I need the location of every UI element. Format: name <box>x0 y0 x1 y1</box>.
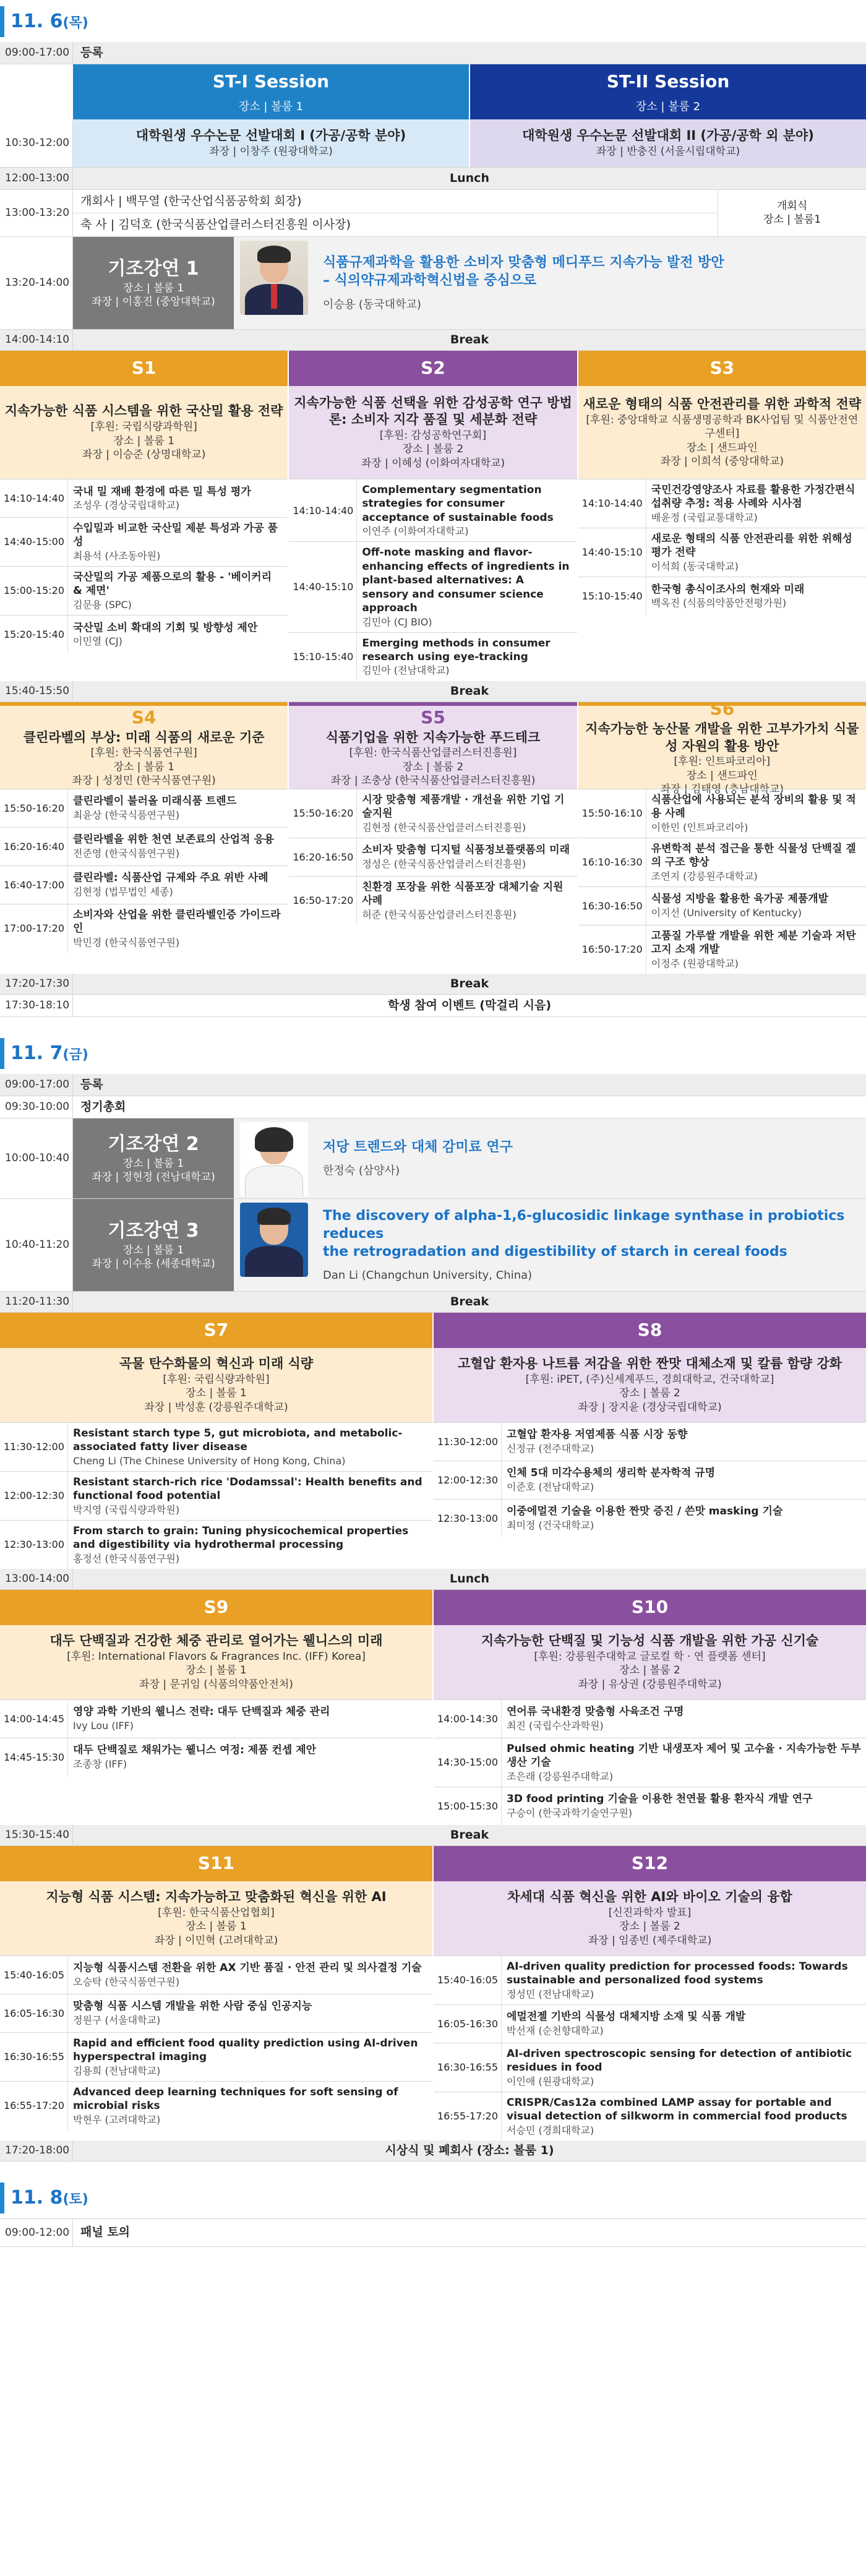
talk-row <box>0 479 288 517</box>
talk-speaker: 이인애 (원광대학교) <box>507 2075 594 2087</box>
session-s2: S2 지속가능한 식품 선택을 위한 감성공학 연구 방법론: 소비자 지각 품질 및 세분화 전략 [후원: 감성공학연구회] 장소 | 볼룸 2 좌장 | 이혜성 (이화여자대학교) 14:10-14:40 Complementary segmentation strategies for consumer acceptance of sustainable foods 이연주 (이화여자대학교) 14:40-15:10 Off-note masking and flavor-enhancing effects of ingredients in plant-based alternatives: A sensory and consumer science approach 김민아 (CJ BIO) 15:10-15:40 Emerging methods in consumer research using eye-tracking 김민아 (전남대학교) <box>289 351 578 681</box>
session-s5: S5 식품기업을 위한 지속가능한 푸드테크 [후원: 한국식품산업클러스터진흥원] 장소 | 볼룸 2 좌장 | 조충상 (한국식품산업클러스터진흥원) 15:50-16:20 시장 맞춤형 제품개발 · 개선을 위한 기업 기술지원 김현정 (한국식품산업클러스터진흥원) 16:20-16:50 소비자 맞춤형 디지털 식품정보플랫폼의 미래 정성은 (한국식품산업클러스터진흥원) 16:50-17:20 친환경 포장을 위한 식품포장 대체기술 지원 사례 허준 (한국식품산업클러스터진흥원) <box>289 702 578 974</box>
talk-title: 친환경 포장을 위한 식품포장 대체기술 지원 사례 <box>362 880 564 908</box>
talk-title: Off-note masking and flavor-enhancing effects of ingredients in plant-based alternatives: A sensory and consumer science approach <box>362 546 570 615</box>
talk-title: Complementary segmentation strategies for consumer acceptance of sustainable foods <box>362 483 554 524</box>
talk-time: 16:50-17:20 <box>578 925 646 974</box>
talk-row <box>0 1520 432 1569</box>
talk-speaker: 전준영 (한국식품연구원) <box>73 847 180 859</box>
talk-row <box>289 789 577 838</box>
talk-speaker: 조종창 (IFF) <box>73 1758 127 1770</box>
talk-title: 소비자와 산업을 위한 클린라벨인증 가이드라인 <box>73 908 281 935</box>
talk-time: 16:30-16:55 <box>434 2043 502 2092</box>
talk-title: 시장 맞춤형 제품개발 · 개선을 위한 기업 기술지원 <box>362 793 565 820</box>
talk-title: Rapid and efficient food quality prediction using AI-driven hyperspectral imaging <box>73 2037 418 2064</box>
talk-title: Advanced deep learning techniques for soft sensing of microbial risks <box>73 2085 398 2113</box>
talk-time: 14:10-14:40 <box>0 479 68 517</box>
closing-row: 17:20-18:00 시상식 및 폐회사 (장소: 볼룸 1) <box>0 2140 866 2162</box>
talk-speaker: Cheng Li (The Chinese University of Hong Kong, China) <box>73 1454 346 1467</box>
talk-time: 16:20-16:40 <box>0 828 68 865</box>
talk-time: 16:05-16:30 <box>0 1994 68 2032</box>
talk-row <box>578 479 866 528</box>
talk-time: 16:55-17:20 <box>0 2082 68 2130</box>
talk-speaker: 백옥진 (식품의약품안전평가원) <box>651 597 787 609</box>
talk-speaker: 정성은 (한국식품산업클러스터진흥원) <box>362 857 526 870</box>
talk-speaker: 이석희 (동국대학교) <box>651 560 739 572</box>
talk-row <box>434 1787 866 1825</box>
talk-speaker: 김민아 (전남대학교) <box>362 664 450 677</box>
speaker-photo <box>240 1203 308 1277</box>
talk-speaker: 구승이 (한국과학기술연구원) <box>507 1806 633 1819</box>
talk-speaker: 조연지 (강릉원주대학교) <box>651 870 758 882</box>
talk-time: 14:30-15:00 <box>434 1738 502 1787</box>
st-sessions-header <box>0 64 866 119</box>
keynote-3: 10:40-11:20 기조강연 3 장소 | 볼룸 1 좌장 | 이수용 (세종대학교) The discovery of alpha-1,6-glucosidic linkage synthase in probiotics reduces the retrogradation and digestibility of starch in cereal foods Dan Li (Changchun University, China) <box>0 1199 866 1292</box>
talk-title: 고품질 가루쌀 개발을 위한 제분 기술과 저탄고지 소재 개발 <box>651 929 856 956</box>
talk-time: 14:40-15:10 <box>289 542 357 632</box>
talk-time: 15:10-15:40 <box>578 577 646 615</box>
talk-row <box>434 2004 866 2043</box>
talk-speaker: 김현정 (법무법인 세종) <box>73 885 173 898</box>
talk-speaker: 오승탁 (한국식품연구원) <box>73 1975 180 1988</box>
talk-row <box>0 1471 432 1520</box>
sessions-s7-s8: S7 곡물 탄수화물의 혁신과 미래 식량 [후원: 국립식량과학원] 장소 | 볼룸 1 좌장 | 박성훈 (강릉원주대학교) 11:30-12:00 Resistant starch type 5, gut microbiota, and metabolic-associated fatty liver disease Cheng Li (The Chinese University of Hong Kong, China) 12:00-12:30 Resistant starch-rich rice 'Dodamssal': Health benefits and functional food potential 박지영 (국립식량과학원) 12:30-13:00 From starch to grain: Tuning physicochemical properties and digestibility via hydrothermal processing 홍정선 (한국식품연구원) S8 고혈압 환자용 나트륨 저감을 위한 짠맛 대체소재 및 칼륨 함량 강화 [후원: iPET, (주)신세계푸드, 경희대학교, 건국대학교] 장소 | 볼룸 2 좌장 | 장지윤 (경상국립대학교) 11:30-12:00 고혈압 환자용 저염제품 식품 시장 동향 신정규 (전주대학교) 12:00-12:30 인체 5대 미각수용체의 생리학 분자학적 규명 이준호 (전남대학교) 12:30-13:00 이중에멀젼 기술을 이용한 짠맛 증진 / 쓴맛 masking 기술 최미정 (건국대학교) <box>0 1313 866 1569</box>
talk-speaker: 박민경 (한국식품연구원) <box>73 936 180 948</box>
talk-row <box>0 865 288 904</box>
talk-title: 에멀전젤 기반의 식물성 대체지방 소재 및 식품 개발 <box>507 2011 746 2024</box>
day-header-1 <box>0 6 866 37</box>
talk-title: 이중에멀젼 기술을 이용한 짠맛 증진 / 쓴맛 masking 기술 <box>507 1505 783 1518</box>
talk-row <box>434 1956 866 2004</box>
talk-title: CRISPR/Cas12a combined LAMP assay for portable and visual detection of silkworm in commercial food products <box>507 2096 847 2123</box>
talk-time: 17:00-17:20 <box>0 904 68 953</box>
talk-title: 인체 5대 미각수용체의 생리학 분자학적 규명 <box>507 1467 716 1480</box>
talk-speaker: 이준호 (전남대학교) <box>507 1480 594 1493</box>
st-sessions-content <box>0 119 866 168</box>
talk-row <box>0 517 288 566</box>
registration-label: 등록 <box>80 45 103 59</box>
talk-speaker: 최용석 (사조동아원) <box>73 549 161 562</box>
talk-title: 클린라벨을 위한 천연 보존료의 산업적 응용 <box>73 833 275 846</box>
lunch-row: 13:00-14:00 Lunch <box>0 1569 866 1590</box>
talk-time: 11:30-12:00 <box>434 1423 502 1461</box>
talk-speaker: 조은래 (강릉원주대학교) <box>507 1770 614 1782</box>
talk-speaker: 김민아 (CJ BIO) <box>362 616 432 628</box>
talk-time: 12:00-12:30 <box>0 1472 68 1520</box>
talk-speaker: 정원구 (서울대학교) <box>73 2014 161 2026</box>
talk-row <box>578 887 866 925</box>
break-row: 15:40-15:50 Break <box>0 681 866 702</box>
talk-time: 14:40-15:00 <box>0 518 68 566</box>
talk-row <box>434 1738 866 1787</box>
talk-row <box>578 925 866 974</box>
talk-title: From starch to grain: Tuning physicochemical properties and digestibility via hydrothermal processing <box>73 1524 409 1552</box>
talk-speaker: 최미정 (건국대학교) <box>507 1519 594 1531</box>
sessions-s1-s3 <box>0 351 866 681</box>
talk-time: 16:30-16:55 <box>0 2033 68 2081</box>
talk-speaker: 정성민 (전남대학교) <box>507 1988 594 2000</box>
talk-row <box>289 632 577 681</box>
talk-row <box>0 566 288 615</box>
talk-row <box>0 904 288 953</box>
talk-time: 15:20-15:40 <box>0 616 68 653</box>
talk-time: 14:00-14:45 <box>0 1700 68 1738</box>
talk-time: 14:10-14:40 <box>578 479 646 528</box>
talk-title: Emerging methods in consumer research using eye-tracking <box>362 637 551 664</box>
talk-time: 12:30-13:00 <box>0 1521 68 1569</box>
talk-time: 16:30-16:50 <box>578 887 646 925</box>
talk-speaker: 서승민 (경희대학교) <box>507 2124 594 2136</box>
session-s4: S4 클린라벨의 부상: 미래 식품의 새로운 기준 [후원: 한국식품연구원] 장소 | 볼룸 1 좌장 | 성정민 (한국식품연구원) 15:50-16:20 클린라벨이 불러올 미래식품 트렌드 최윤상 (한국식품연구원) 16:20-16:40 클린라벨을 위한 천연 보존료의 산업적 응용 전준영 (한국식품연구원) 16:40-17:00 클린라벨: 식품산업 규제와 주요 위반 사례 김현정 (법무법인 세종) 17:00-17:20 소비자와 산업을 위한 클린라벨인증 가이드라인 박민경 (한국식품연구원) <box>0 702 289 974</box>
talk-row <box>289 541 577 632</box>
session-s6: S6 지속가능한 농산물 개발을 위한 고부가가치 식물성 자원의 활용 방안 [후원: 인트파코리아] 장소 | 샌드파인 좌장 | 김태영 (충남대학교) 15:50-16:10 식품산업에 사용되는 분석 장비의 활용 및 적용 사례 이한민 (인트파코리아) 16:10-16:30 유변학적 분석 접근을 통한 식물성 단백질 겔의 구조 향상 조연지 (강릉원주대학교) 16:30-16:50 식물성 지방을 활용한 육가공 제품개발 이지선 (University of Kentucky) 16:50-17:20 고품질 가루쌀 개발을 위한 제분 기술과 저탄고지 소재 개발 이정주 (원광대학교) <box>578 702 866 974</box>
talk-title: Pulsed ohmic heating 기반 내생포자 제어 및 고수율 · 지속가능한 두부 생산 기술 <box>507 1742 861 1769</box>
talk-speaker: 허준 (한국식품산업클러스터진흥원) <box>362 908 517 921</box>
talk-row <box>578 528 866 577</box>
break-row: 15:30-15:40 Break <box>0 1825 866 1846</box>
event-row: 17:30-18:10 학생 참여 이벤트 (막걸리 시음) <box>0 995 866 1017</box>
talk-time: 15:00-15:30 <box>434 1787 502 1825</box>
talk-title: 국산밀 소비 확대의 기회 및 방향성 제안 <box>73 621 258 634</box>
talk-speaker: 이연주 (이화여자대학교) <box>362 525 469 538</box>
keynote-title-2: – 식의약규제과학혁신법을 중심으로 <box>323 273 537 289</box>
talk-title: 지능형 식품시스템 전환을 위한 AX 기반 품질 · 안전 관리 및 의사결정 기술 <box>73 1962 422 1975</box>
panel-row: 09:00-12:00 패널 토의 <box>0 2218 866 2247</box>
talk-time: 15:10-15:40 <box>289 633 357 681</box>
registration-row: 09:00-17:00 등록 <box>0 1074 866 1096</box>
talk-speaker: 최윤상 (한국식품연구원) <box>73 809 180 821</box>
talk-title: AI-driven spectroscopic sensing for detection of antibiotic residues in food <box>507 2047 852 2074</box>
talk-row <box>0 1699 432 1738</box>
time: 09:00-17:00 <box>0 42 73 64</box>
talk-time: 16:05-16:30 <box>434 2005 502 2043</box>
talk-row <box>289 876 577 925</box>
talk-row <box>434 1461 866 1499</box>
sessions-s11-s12: S11 지능형 식품 시스템: 지속가능하고 맞춤화된 혁신을 위한 AI [후원: 한국식품산업협회] 장소 | 볼룸 1 좌장 | 이민혁 (고려대학교) 15:40-16:05 지능형 식품시스템 전환을 위한 AX 기반 품질 · 안전 관리 및 의사결정 기술 오승탁 (한국식품연구원) 16:05-16:30 맞춤형 식품 시스템 개발을 위한 사람 중심 인공지능 정원구 (서울대학교) 16:30-16:55 Rapid and efficient food quality prediction using AI-driven hyperspectral imaging 김용희 (전남대학교) 16:55-17:20 Advanced deep learning techniques for soft sensing of microbial risks 박현우 (고려대학교) S12 차세대 식품 혁신을 위한 AI와 바이오 기술의 융합 [신진과학자 발표] 장소 | 볼룸 2 좌장 | 임종빈 (제주대학교) 15:40-16:05 AI-driven quality prediction for processed foods: Towards sustainable and personalized food systems 정성민 (전남대학교) 16:05-16:30 에멀전젤 기반의 식물성 대체지방 소재 및 식품 개발 박선재 (순천향대학교) 16:30-16:55 AI-driven spectroscopic sensing for detection of antibiotic residues in food 이인애 (원광대학교) 16:55-17:20 CRISPR/Cas12a combined LAMP assay for portable and visual detection of silkworm in commercial food products 서승민 (경희대학교) <box>0 1846 866 2140</box>
talk-time: 14:00-14:30 <box>434 1700 502 1738</box>
speaker-photo <box>240 1122 308 1196</box>
talk-time: 15:40-16:05 <box>434 1956 502 2004</box>
break-row: 14:00-14:10 Break <box>0 330 866 351</box>
lunch-row: 12:00-13:00 Lunch <box>0 168 866 190</box>
talk-speaker: 박지영 (국립식량과학원) <box>73 1503 180 1516</box>
talk-time: 15:00-15:20 <box>0 567 68 615</box>
talk-time: 11:30-12:00 <box>0 1423 68 1471</box>
talk-time: 16:55-17:20 <box>434 2092 502 2140</box>
talk-time: 14:10-14:40 <box>289 479 357 541</box>
talk-title: 소비자 맞춤형 디지털 식품정보플랫폼의 미래 <box>362 844 570 857</box>
talk-time: 12:30-13:00 <box>434 1500 502 1537</box>
talk-title: 클린라벨이 불러올 미래식품 트렌드 <box>73 795 237 808</box>
talk-time: 14:45-15:30 <box>0 1738 68 1776</box>
talk-speaker: 신정규 (전주대학교) <box>507 1442 594 1454</box>
talk-title: 고혈압 환자용 저염제품 식품 시장 동향 <box>507 1428 688 1441</box>
talk-row <box>434 2092 866 2140</box>
talk-title: 국산밀의 가공 제품으로의 활용 - '베이커리 & 제면' <box>73 570 272 598</box>
talk-speaker: 조성우 (경상국립대학교) <box>73 499 180 512</box>
sessions-s4-s6 <box>0 698 866 974</box>
talk-row <box>0 2081 432 2130</box>
talk-title: 식품산업에 사용되는 분석 장비의 활용 및 적용 사례 <box>651 793 856 820</box>
talk-row <box>0 1994 432 2032</box>
talk-title: 맞춤형 식품 시스템 개발을 위한 사람 중심 인공지능 <box>73 2000 312 2013</box>
talk-title: 대두 단백질로 채워가는 웰니스 여정: 제품 컨셉 제안 <box>73 1744 317 1757</box>
talk-time: 16:10-16:30 <box>578 838 646 887</box>
talk-row <box>0 2032 432 2081</box>
talk-speaker: 박선재 (순천향대학교) <box>507 2024 604 2037</box>
talk-speaker: 홍정선 (한국식품연구원) <box>73 1552 180 1565</box>
opening-speech: 개회사 | 백무열 (한국산업식품공학회 회장) <box>73 190 718 213</box>
talk-speaker: Ivy Lou (IFF) <box>73 1719 134 1732</box>
talk-row <box>0 1956 432 1994</box>
talk-speaker: 이지선 (University of Kentucky) <box>651 906 802 919</box>
keynote-speaker: 이승용 (동국대학교) <box>323 298 421 311</box>
talk-speaker: 이민열 (CJ) <box>73 635 122 648</box>
session-s3: S3 새로운 형태의 식품 안전관리를 위한 과학적 전략 [후원: 중앙대학교 식품생명공학과 BK사업팀 및 식품안전연구센터] 장소 | 샌드파인 좌장 | 이희석 (중앙대학교) 14:10-14:40 국민건강영양조사 자료를 활용한 가정간편식 섭취량 추정: 적용 사례와 시사점 배윤정 (국립교통대학교) 14:40-15:10 새로운 형태의 식품 안전관리를 위한 위해성 평가 전략 이석희 (동국대학교) 15:10-15:40 한국형 총식이조사의 현재와 미래 백옥진 (식품의약품안전평가원) <box>578 351 866 681</box>
day-header-2: 11. 7(금) <box>0 1038 866 1069</box>
talk-title: Resistant starch type 5, gut microbiota, and metabolic-associated fatty liver disease <box>73 1427 403 1454</box>
talk-row <box>434 1422 866 1461</box>
talk-row <box>434 1499 866 1537</box>
talk-title: 국민건강영양조사 자료를 활용한 가정간편식 섭취량 추정: 적용 사례와 시사점 <box>651 483 855 510</box>
talk-title: 연어류 국내환경 맞춤형 사육조건 구명 <box>507 1706 684 1719</box>
st1-content: 대학원생 우수논문 선발대회 I (가공/공학 분야) 좌장 | 이창주 (원광대학교) <box>73 119 470 167</box>
talk-row <box>289 838 577 876</box>
talk-row <box>434 1699 866 1738</box>
talk-title: 클린라벨: 식품산업 규제와 주요 위반 사례 <box>73 872 268 885</box>
day-date: 11. 6(목) <box>11 11 88 33</box>
talk-time: 15:50-16:20 <box>0 789 68 827</box>
time: 10:30-12:00 <box>0 119 73 167</box>
talk-row <box>434 2043 866 2092</box>
break-row: 11:20-11:30 Break <box>0 1292 866 1313</box>
talk-time: 15:50-16:20 <box>289 789 357 838</box>
talk-speaker: 김용희 (전남대학교) <box>73 2064 161 2077</box>
talk-speaker: 박현우 (고려대학교) <box>73 2113 161 2126</box>
talk-title: 식물성 지방을 활용한 육가공 제품개발 <box>651 893 829 906</box>
opening-row: 13:00-13:20 개회사 | 백무열 (한국산업식품공학회 회장) 축 사 | 김덕호 (한국식품산업클러스터진흥원 이사장) 개회식 장소 | 볼룸1 <box>0 190 866 237</box>
st2-header: ST-II Session 장소 | 볼룸 2 <box>470 64 866 119</box>
talk-row <box>578 789 866 838</box>
talk-row <box>0 1738 432 1776</box>
speaker-photo <box>240 241 308 315</box>
opening-side: 개회식 장소 | 볼룸1 <box>718 190 866 236</box>
talk-title: Resistant starch-rich rice 'Dodamssal': Health benefits and functional food potential <box>73 1475 422 1503</box>
talk-row <box>0 789 288 827</box>
talk-title: 새로운 형태의 식품 안전관리를 위한 위해성 평가 전략 <box>651 532 852 559</box>
talk-title: 유변학적 분석 접근을 통한 식물성 단백질 겔의 구조 향상 <box>651 842 856 869</box>
talk-title: 한국형 총식이조사의 현재와 미래 <box>651 583 805 596</box>
talk-title: 수입밀과 비교한 국산밀 제분 특성과 가공 품성 <box>73 522 278 549</box>
st1-header: ST-I Session 장소 | 볼룸 1 <box>73 64 470 119</box>
talk-time: 15:40-16:05 <box>0 1956 68 1994</box>
talk-time: 16:20-16:50 <box>289 838 357 876</box>
keynote-title: 식품규제과학을 활용한 소비자 맞춤형 메디푸드 지속가능 발전 방안 <box>323 255 724 271</box>
talk-row <box>578 577 866 615</box>
talk-speaker: 김문용 (SPC) <box>73 598 132 611</box>
talk-title: AI-driven quality prediction for processed foods: Towards sustainable and personalized food systems <box>507 1960 848 1987</box>
talk-time: 14:40-15:10 <box>578 528 646 577</box>
talk-row <box>0 1422 432 1471</box>
general-meeting-row: 09:30-10:00 정기총회 <box>0 1096 866 1118</box>
talk-speaker: 김현정 (한국식품산업클러스터진흥원) <box>362 821 526 833</box>
talk-row <box>0 615 288 653</box>
talk-time: 15:50-16:10 <box>578 789 646 838</box>
talk-speaker: 배윤정 (국립교통대학교) <box>651 511 758 523</box>
talk-time: 12:00-12:30 <box>434 1461 502 1499</box>
talk-speaker: 이정주 (원광대학교) <box>651 957 739 969</box>
sessions-s9-s10: S9 대두 단백질과 건강한 체중 관리로 열어가는 웰니스의 미래 [후원: International Flavors & Fragrances Inc. (IFF) Korea] 장소 | 볼룸 1 좌장 | 문귀임 (식품의약품안전처) 14:00-14:45 영양 과학 기반의 웰니스 전략: 대두 단백질과 체중 관리 Ivy Lou (IFF) 14:45-15:30 대두 단백질로 채워가는 웰니스 여정: 제품 컨셉 제안 조종창 (IFF) S10 지속가능한 단백질 및 기능성 식품 개발을 위한 가공 신기술 [후원: 강릉원주대학교 글로컬 학 · 연 플랫폼 센터] 장소 | 볼룸 2 좌장 | 유상권 (강릉원주대학교) 14:00-14:30 연어류 국내환경 맞춤형 사육조건 구명 최진 (국립수산과학원) 14:30-15:00 Pulsed ohmic heating 기반 내생포자 제어 및 고수율 · 지속가능한 두부 생산 기술 조은래 (강릉원주대학교) 15:00-15:30 3D food printing 기술을 이용한 천연물 활용 환자식 개발 연구 구승이 (한국과학기술연구원) <box>0 1590 866 1825</box>
break-row: 17:20-17:30 Break <box>0 974 866 995</box>
keynote-label: 기조강연 1 장소 | 볼룸 1 좌장 | 이홍진 (중앙대학교) <box>73 237 234 329</box>
congratulatory-speech: 축 사 | 김덕호 (한국식품산업클러스터진흥원 이사장) <box>80 217 351 231</box>
talk-title: 영양 과학 기반의 웰니스 전략: 대두 단백질과 체중 관리 <box>73 1706 330 1719</box>
keynote-2: 10:00-10:40 기조강연 2 장소 | 볼룸 1 좌장 | 정현정 (전남대학교) 저당 트렌드와 대체 감미료 연구 한정숙 (삼양사) <box>0 1118 866 1199</box>
talk-speaker: 최진 (국립수산과학원) <box>507 1719 604 1732</box>
talk-row <box>0 827 288 865</box>
talk-title: 국내 밀 재배 환경에 따른 밀 특성 평가 <box>73 485 251 498</box>
day-header-3: 11. 8(토) <box>0 2183 866 2213</box>
talk-row <box>578 838 866 887</box>
talk-time: 16:40-17:00 <box>0 866 68 904</box>
talk-row <box>289 479 577 541</box>
session-s1: S1 지속가능한 식품 시스템을 위한 국산밀 활용 전략 [후원: 국립식량과학원] 장소 | 볼룸 1 좌장 | 이승준 (상명대학교) 14:10-14:40 국내 밀 재배 환경에 따른 밀 특성 평가 조성우 (경상국립대학교) 14:40-15:00 수입밀과 비교한 국산밀 제분 특성과 가공 품성 최용석 (사조동아원) 15:00-15:20 국산밀의 가공 제품으로의 활용 - '베이커리 & 제면' 김문용 (SPC) 15:20-15:40 국산밀 소비 확대의 기회 및 방향성 제안 이민열 (CJ) <box>0 351 289 681</box>
talk-time: 16:50-17:20 <box>289 877 357 925</box>
talk-title: 3D food printing 기술을 이용한 천연물 활용 환자식 개발 연구 <box>507 1793 813 1806</box>
st2-content: 대학원생 우수논문 선발대회 II (가공/공학 외 분야) 좌장 | 반충진 (서울시립대학교) <box>470 119 866 167</box>
talk-speaker: 이한민 (인트파코리아) <box>651 821 748 833</box>
registration-row <box>0 42 866 64</box>
keynote-1: 13:20-14:00 기조강연 1 장소 | 볼룸 1 좌장 | 이홍진 (중앙대학교) 식품규제과학을 활용한 소비자 맞춤형 메디푸드 지속가능 발전 방안 – 식의약규제과학혁신법을 중심으로 이승용 (동국대학교) <box>0 237 866 330</box>
